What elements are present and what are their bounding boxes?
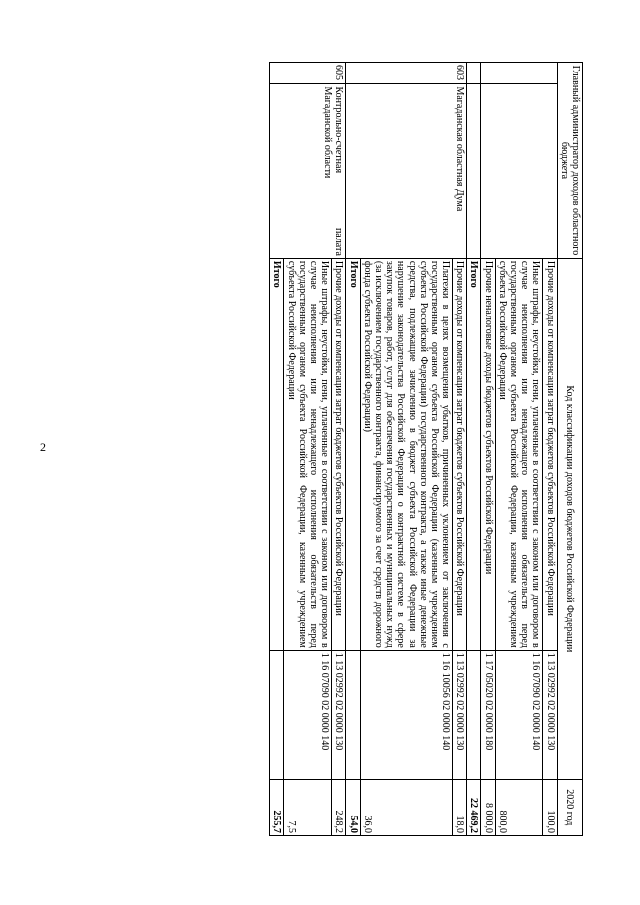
- income-amount: 36,0: [360, 779, 453, 835]
- admin-code-cell: 603: [346, 63, 467, 84]
- total-kbk-cell: [467, 650, 481, 779]
- income-code: 1 13 02992 02 0000 130: [332, 650, 346, 779]
- total-kbk-cell: [346, 650, 360, 779]
- admin-name-cell: Контрольно-счетная палата Магаданской области: [270, 84, 346, 258]
- page-number: 2: [40, 440, 46, 454]
- header-classification: Код классификации доходов бюджетов Российской Федерации: [557, 258, 582, 779]
- income-description: Прочие доходы от компенсации затрат бюджетов субъектов Российской Федерации: [332, 258, 346, 650]
- income-amount: 800,0: [495, 779, 543, 835]
- total-label: Итого: [346, 258, 360, 650]
- income-amount: 100,0: [543, 779, 557, 835]
- total-amount: 54,0: [346, 779, 360, 835]
- total-admin-cell: [467, 84, 481, 258]
- total-amount: 255,7: [270, 779, 284, 835]
- income-code: 1 16 10056 02 0000 140: [360, 650, 453, 779]
- table-row: [332, 63, 346, 836]
- income-amount: 248,2: [332, 779, 346, 835]
- revenue-table: [269, 62, 583, 836]
- total-row: [467, 63, 481, 836]
- total-amount: 22 469,2: [467, 779, 481, 835]
- header-year: 2020 год: [557, 779, 582, 835]
- income-code: 1 16 07090 02 0000 140: [495, 650, 543, 779]
- income-amount: 18,0: [453, 779, 467, 835]
- admin-code-cell: 605: [270, 63, 346, 84]
- admin-code-cell: [481, 63, 557, 84]
- header-admin: Главный администратор доходов областного бюджета: [557, 63, 582, 259]
- admin-name-cell: [481, 84, 557, 258]
- total-label: Итого: [467, 258, 481, 650]
- income-code: 1 13 02992 02 0000 130: [543, 650, 557, 779]
- income-description: Платежи в целях возмещения убытков, причиненных уклонением от заключения с государственным органом субъекта Российской Федерации (казенным учреждением субъекта Российской Федерации) государственного контракта, а также иные денежные средства, подлежащие зачислению в бюджет субъекта Российской Федерации за нарушение законодательства Российской Федерации о контрактной системе в сфере закупок товаров, работ, услуг для обеспечения государственных и муниципальных нужд (за исключением государственного контракта, финансируемого за счет средств дорожного фонда субъекта Российской Федерации): [360, 258, 453, 650]
- income-code: 1 13 02992 02 0000 130: [453, 650, 467, 779]
- income-description: Прочие неналоговые доходы бюджетов субъектов Российской Федерации: [481, 258, 495, 650]
- income-code: 1 16 07090 02 0000 140: [284, 650, 332, 779]
- table-header-row: [557, 63, 582, 836]
- admin-name-cell: Магаданская областная Дума: [346, 84, 467, 258]
- table-row: [543, 63, 557, 836]
- total-code-cell: [467, 63, 481, 84]
- table-row: [453, 63, 467, 836]
- income-description: Прочие доходы от компенсации затрат бюджетов субъектов Российской Федерации: [543, 258, 557, 650]
- income-description: Иные штрафы, неустойки, пени, уплаченные в соответствии с законом или договором в случае неисполнения или ненадлежащего исполнения обязательств перед государственным органом субъекта Российской Федерации, казенным учреждением субъекта Российской Федерации: [495, 258, 543, 650]
- income-amount: 7,5: [284, 779, 332, 835]
- rotated-table-wrapper: [89, 62, 583, 836]
- total-kbk-cell: [270, 650, 284, 779]
- income-description: Иные штрафы, неустойки, пени, уплаченные в соответствии с законом или договором в случае неисполнения или ненадлежащего исполнения обязательств перед государственным органом субъекта Российской Федерации, казенным учреждением субъекта Российской Федерации: [284, 258, 332, 650]
- income-description: Прочие доходы от компенсации затрат бюджетов субъектов Российской Федерации: [453, 258, 467, 650]
- total-label: Итого: [270, 258, 284, 650]
- income-code: 1 17 05020 02 0000 180: [481, 650, 495, 779]
- income-amount: 8 000,0: [481, 779, 495, 835]
